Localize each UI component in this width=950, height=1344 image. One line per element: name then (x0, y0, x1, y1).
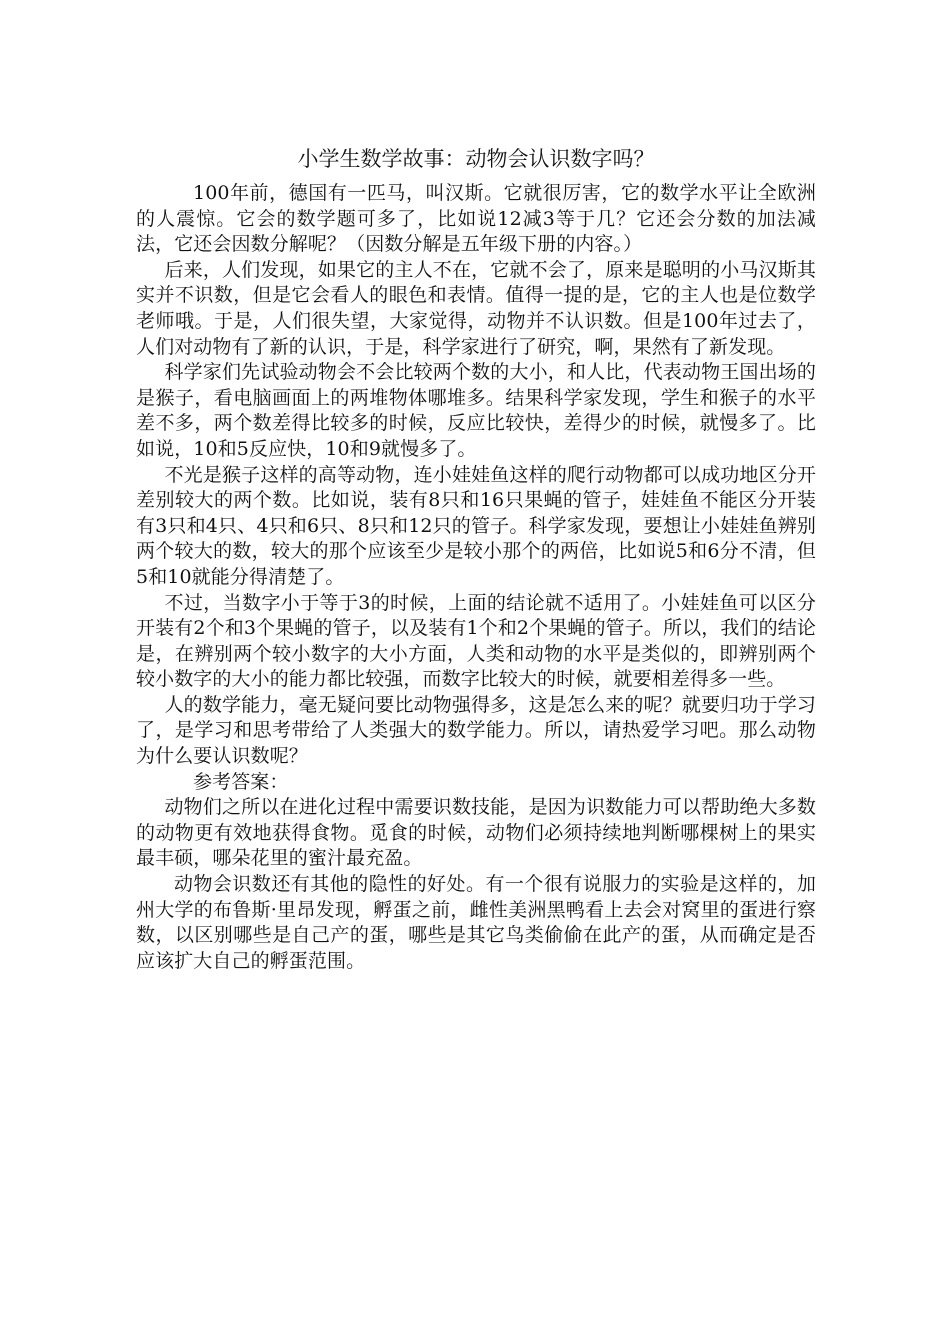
paragraph: 后来，人们发现，如果它的主人不在，它就不会了，原来是聪明的小马汉斯其实并不识数，但是它会看人的眼色和表情。值得一提的是，它的主人也是位数学老师哦。于是，人们很失望，大家觉得，动物并不认识数。但是100年过去了，人们对动物有了新的认识，于是，科学家进行了研究，啊，果然有了新发现。 (136, 258, 816, 358)
answer-paragraph: 动物们之所以在进化过程中需要识数技能，是因为识数能力可以帮助绝大多数的动物更有效地获得食物。觅食的时候，动物们必须持续地判断哪棵树上的果实最丰硕，哪朵花里的蜜汁最充盈。 (136, 796, 816, 870)
paragraph: 不过，当数字小于等于3的时候，上面的结论就不适用了。小娃娃鱼可以区分开装有2个和3个果蝇的管子，以及装有1个和2个果蝇的管子。所以，我们的结论是，在辨别两个较小数字的大小方面，人类和动物的水平是类似的，即辨别两个较小数字的大小的能力都比较强，而数字比较大的时候，就要相差得多一些。 (136, 591, 816, 691)
answer-paragraph: 动物会识数还有其他的隐性的好处。有一个很有说服力的实验是这样的，加州大学的布鲁斯·里昂发现，孵蛋之前，雌性美洲黑鸭看上去会对窝里的蛋进行察数，以区别哪些是自己产的蛋，哪些是其它鸟类偷偷在此产的蛋，从而确定是否应该扩大自己的孵蛋范围。 (136, 873, 816, 972)
document-title: 小学生数学故事：动物会认识数字吗？ (297, 147, 655, 171)
paragraph: 不光是猴子这样的高等动物，连小娃娃鱼这样的爬行动物都可以成功地区分开差别较大的两个数。比如说，装有8只和16只果蝇的管子，娃娃鱼不能区分开装有3只和4只、4只和6只、8只和12只的管子。科学家发现，要想让小娃娃鱼辨别两个较大的数，较大的那个应该至少是较小那个的两倍，比如说5和6分不清，但5和10就能分得清楚了。 (136, 463, 816, 588)
paragraph: 科学家们先试验动物会不会比较两个数的大小，和人比，代表动物王国出场的是猴子，看电脑画面上的两堆物体哪堆多。结果科学家发现，学生和猴子的水平差不多，两个数差得比较多的时候，反应比较快，差得少的时候，就慢多了。比如说，10和5反应快，10和9就慢多了。 (136, 361, 816, 460)
paragraph: 人的数学能力，毫无疑问要比动物强得多，这是怎么来的呢？就要归功于学习了，是学习和思考带给了人类强大的数学能力。所以，请热爱学习吧。那么动物为什么要认识数呢？ (136, 693, 816, 768)
paragraph: 100年前，德国有一匹马，叫汉斯。它就很厉害，它的数学水平让全欧洲的人震惊。它会的数学题可多了，比如说12减3等于几？它还会分数的加法减法，它还会因数分解呢？（因数分解是五年级下册的内容。） (136, 182, 816, 256)
document-page (136, 143, 816, 974)
answer-label: 参考答案： (193, 770, 289, 793)
